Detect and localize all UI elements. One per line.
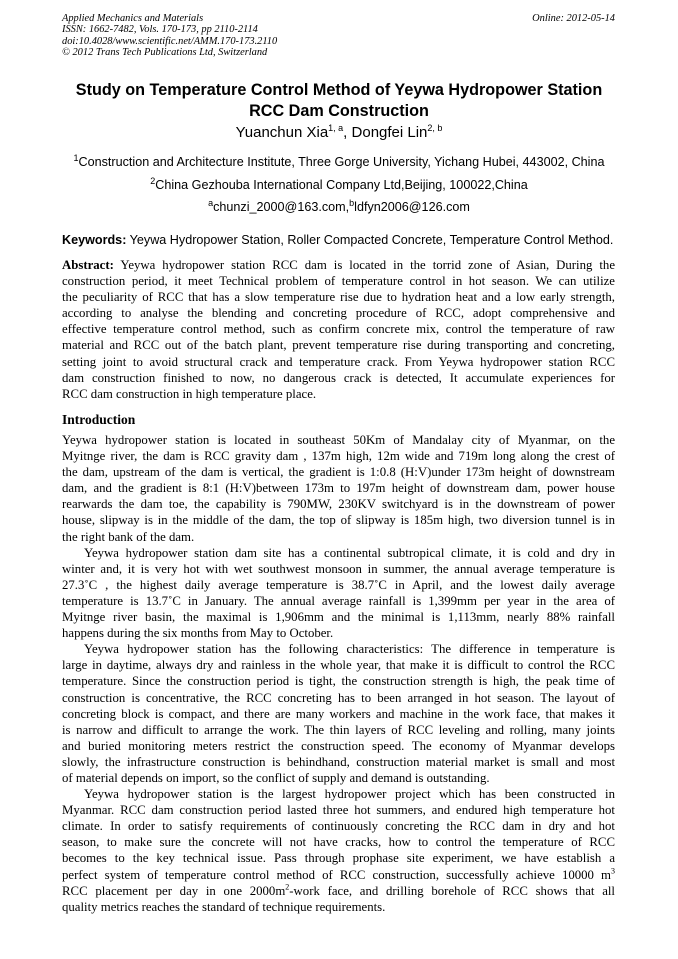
keywords-label: Keywords: xyxy=(62,233,127,247)
line-text: Yeywa hydropower station is the largest hydropower project which has been constructed in xyxy=(84,787,615,802)
abstract-line xyxy=(62,354,615,370)
line-text: temperature. Since the construction period is tight, the construction strength is high, the peak time of xyxy=(62,674,615,689)
line-text: slowly, the infrastructure construction is behindhand, construction material market is small and most xyxy=(62,754,615,769)
paragraph-line xyxy=(62,818,615,834)
doi: doi:10.4028/www.scientific.net/AMM.170-173.2110 xyxy=(62,35,278,47)
line-text: and buried monitoring meters restrict the construction speed. The economy of Myanmar develops xyxy=(62,738,615,753)
line-text: is narrow and difficult to arrange the work. The thin layers of RCC leveling and rolling, many joints xyxy=(62,722,615,737)
paragraph-line xyxy=(62,673,615,689)
affiliation-sup: 2 xyxy=(150,176,156,186)
author-1: Yuanchun Xia xyxy=(235,124,329,141)
affiliation-2 xyxy=(0,176,678,192)
paragraph-line xyxy=(62,609,615,625)
online-date: Online: 2012-05-14 xyxy=(532,13,615,24)
paragraph-line xyxy=(62,770,615,786)
line-text: effective temperature control method, such as confirm concrete mix, control the temperature of raw xyxy=(62,322,615,337)
paragraph-line xyxy=(62,850,615,866)
line-text: temperature is 13.7˚C in January. The annual average rainfall is 1,399mm per year in the area of xyxy=(62,593,615,608)
line-text: construction period, it meet Technical problem of temperature control in hot season. We can utilize xyxy=(62,274,615,289)
line-text: quality metrics reaches the standard of technique requirements. xyxy=(62,899,386,914)
email-sup: b xyxy=(349,198,355,208)
paragraph-line xyxy=(62,561,615,577)
paragraph-line xyxy=(62,722,615,738)
line-text: rearwards the dam toe, the capability is 790MW, 230KV switchyard is in the downstream of power xyxy=(62,497,615,512)
abstract xyxy=(62,257,615,402)
affiliation-sup: 1 xyxy=(73,153,79,163)
affiliation-text: China Gezhouba International Company Ltd,Beijing, 100022,China xyxy=(155,178,528,193)
line-text: -work face, and drilling borehole of RCC shows that all xyxy=(289,883,615,898)
paragraph-line xyxy=(62,883,615,899)
issn: ISSN: 1662-7482, Vols. 170-173, pp 2110-2114 xyxy=(62,24,258,36)
line-text: according to analyse the blending and concreting procedure of RCC, adopt comprehensive and xyxy=(62,306,615,321)
line-text: season, to make sure the concrete will not have cracks, how to control the temperature of RCC xyxy=(62,835,615,850)
copyright: © 2012 Trans Tech Publications Ltd, Switzerland xyxy=(62,46,268,58)
line-text: perfect system of temperature control method of RCC construction, successfully achieve 10000 m xyxy=(62,867,611,882)
line-text: setting joint to avoid structural crack and temperature crack. From Yeywa hydropower station RCC xyxy=(62,354,615,369)
paragraph-line xyxy=(62,545,615,561)
journal-header xyxy=(62,13,277,58)
line-text: winter and, it is very hot with wet southwest monsoon in summer, the annual average temperature is xyxy=(62,561,615,576)
line-text: dam, and the gradient is 8:1 (H:V)between 173m to 197m height of downstream dam, power house xyxy=(62,481,615,496)
paragraph-line xyxy=(62,625,615,641)
paragraph-line xyxy=(62,738,615,754)
line-text: house, slipway is in the middle of the dam, the top of slipway is 185m high, two diversion tunnel is in xyxy=(62,513,615,528)
abstract-line xyxy=(62,273,615,289)
emails xyxy=(0,198,678,214)
line-text: the right bank of the dam. xyxy=(62,529,195,544)
paragraph-line xyxy=(62,512,615,528)
superscript: 2 xyxy=(285,882,290,892)
title-line-2: RCC Dam Construction xyxy=(249,102,429,120)
line-text: material and RCC out of the batch plant, prevent temperature rise during transporting and concreting, xyxy=(62,338,615,353)
line-text: happens during the six months from May to October. xyxy=(62,626,334,641)
paragraph-line xyxy=(62,641,615,657)
author-sep: , xyxy=(343,124,352,141)
paragraph-line xyxy=(62,657,615,673)
email-2[interactable]: ldfyn2006@126.com xyxy=(354,200,470,215)
paragraph-line xyxy=(62,786,615,802)
line-text: the dam, upstream of the dam is vertical, the gradient is 1:0.8 (H:V)under 173m height of downstream xyxy=(62,465,615,480)
journal-name: Applied Mechanics and Materials xyxy=(62,13,204,24)
abstract-line xyxy=(62,321,615,337)
email-sup: a xyxy=(208,198,214,208)
authors xyxy=(0,123,678,141)
affiliation-1 xyxy=(0,153,678,169)
author-2: Dongfei Lin xyxy=(351,124,428,141)
line-text: construction is concentrative, the RCC concreting has to been arranged in hot season. The layout of xyxy=(62,690,615,705)
email-1[interactable]: chunzi_2000@163.com, xyxy=(213,200,350,215)
section-heading-introduction: Introduction xyxy=(62,412,136,427)
line-text: RCC placement per day in one 2000m xyxy=(62,883,286,898)
paragraph-line xyxy=(62,834,615,850)
line-text: large in daytime, always dry and rainless in the whole year, that make it is difficult to control the RCC xyxy=(62,658,615,673)
abstract-line xyxy=(62,337,615,353)
introduction-body xyxy=(62,432,615,915)
abstract-line xyxy=(62,370,615,386)
abstract-line xyxy=(62,289,615,305)
line-text: becomes to the key technical issue. Pass through prophase site experiment, we have establish a xyxy=(62,851,615,866)
keywords-text: Yeywa Hydropower Station, Roller Compacted Concrete, Temperature Control Method. xyxy=(126,233,614,247)
line-text: dam construction finished to now, no dangerous crack is detected, It accumulate experiences for xyxy=(62,370,615,385)
paragraph-line xyxy=(62,593,615,609)
line-text: Yeywa hydropower station has the following characteristics: The difference in temperature is xyxy=(84,642,615,657)
affiliation-text: Construction and Architecture Institute, Three Gorge University, Yichang Hubei, 443002, China xyxy=(78,155,605,170)
paper-title xyxy=(0,80,678,122)
line-text: concreting block is compact, and there are many workers and machine in the work face, that makes it xyxy=(62,706,615,721)
abstract-label: Abstract: xyxy=(62,258,114,272)
line-text: Myitnge river, the dam is RCC gravity dam , 137m high, 12m wide and 719m long along the crest of xyxy=(62,449,615,464)
author-2-sup: 2, b xyxy=(427,123,443,133)
paragraph-line xyxy=(62,432,615,448)
line-text: RCC dam construction in high temperature place. xyxy=(62,386,317,401)
paragraph-line xyxy=(62,496,615,512)
line-text: of material depends on import, so the conflict of supply and demand is outstanding. xyxy=(62,770,490,785)
paragraph-line xyxy=(62,464,615,480)
paragraph-line xyxy=(62,480,615,496)
paragraph-line xyxy=(62,867,615,883)
line-text: 27.3˚C , the highest daily average temperature is 38.7˚C in April, and the lowest daily average xyxy=(62,577,615,592)
paragraph-line xyxy=(62,899,615,915)
paragraph-line xyxy=(62,529,615,545)
line-text: Yeywa hydropower station is located in southeast 50Km of Mandalay city of Myanmar, on the xyxy=(62,433,615,447)
paragraph-line xyxy=(62,802,615,818)
abstract-line xyxy=(62,257,615,273)
line-text: Myanmar. RCC dam construction period lasted three hot summers, and endured high temperature hot xyxy=(62,803,615,818)
paragraph-line xyxy=(62,448,615,464)
paragraph-line xyxy=(62,577,615,593)
superscript: 3 xyxy=(611,866,615,876)
paragraph-line xyxy=(62,690,615,706)
keywords xyxy=(62,233,613,247)
author-1-sup: 1, a xyxy=(328,123,344,133)
line-text: Yeywa hydropower station RCC dam is located in the torrid zone of Asian, During the xyxy=(113,258,615,272)
line-text: Myitnge river basin, the maximal is 1,906mm and the minimal is 1,113mm, nearly 88% rainfall xyxy=(62,610,615,625)
abstract-line xyxy=(62,386,615,402)
title-line-1: Study on Temperature Control Method of Yeywa Hydropower Station xyxy=(75,81,603,99)
line-text: the peculiarity of RCC that has a slow temperature rise due to hydration heat and a low early strength, xyxy=(62,290,615,305)
paragraph-line xyxy=(62,706,615,722)
line-text: climate. In order to satisfy requirements of continuously concreting the RCC dam in dry and hot xyxy=(62,819,615,834)
line-text: Yeywa hydropower station dam site has a continental subtropical climate, it is cold and dry in xyxy=(84,545,615,560)
paragraph-line xyxy=(62,754,615,770)
abstract-line xyxy=(62,305,615,321)
